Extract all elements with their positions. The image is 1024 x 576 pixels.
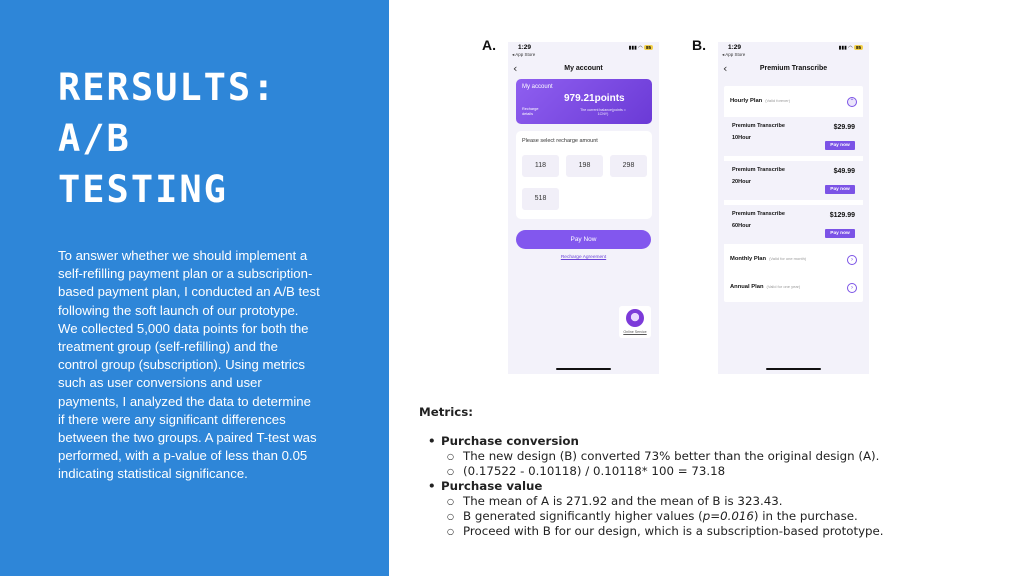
amount-option-118[interactable]: 118 [522,155,559,177]
pay-now-button[interactable]: Pay now [825,141,855,150]
hourly-plan-label: Hourly Plan [730,98,763,104]
annual-plan-validity: (Valid for one year) [766,284,801,289]
plan-list [724,86,863,302]
hourly-plan-header[interactable] [730,98,790,104]
chevron-right-icon[interactable]: › [847,255,857,265]
tier-price: $129.99 [829,212,855,219]
metric-sublist [441,449,1009,479]
pay-now-button[interactable]: Pay Now [516,230,651,249]
purchase-value-title: Purchase value [441,479,543,493]
conversion-finding: ○ The new design (B) converted 73% better than the original design (A). [463,449,1009,464]
metric-sublist [441,494,1009,539]
phone-b-letter: B. [692,37,706,53]
tier-row [724,161,863,200]
home-indicator [766,368,821,371]
pay-now-button[interactable]: Pay now [825,229,855,238]
metrics-list [419,434,1009,539]
recharge-details-link[interactable]: Recharge details [522,107,539,116]
chevron-left-icon[interactable]: ‹ [723,62,728,75]
amount-option-198[interactable]: 198 [566,155,603,177]
value-means: ○ The mean of A is 271.92 and the mean of B is 323.43. [463,494,1009,509]
amount-option-298[interactable]: 298 [610,155,647,177]
recharge-amount-panel [516,131,652,219]
status-bar [718,42,869,60]
status-icons [839,45,863,51]
tier-name: Premium Transcribe [732,211,785,217]
tier-price: $49.99 [833,168,855,175]
amount-option-518[interactable]: 518 [522,188,559,210]
home-indicator [556,368,611,371]
monthly-plan-label: Monthly Plan [730,256,767,262]
p-value: p=0.016 [702,509,754,523]
tier-price: $29.99 [833,124,855,131]
hourly-plan-validity: (Valid forever) [765,98,791,103]
title-line-3: TESTING [58,168,228,211]
nav-title: Premium Transcribe [759,65,828,72]
metric-item [419,434,1009,479]
value-recommendation: ○ Proceed with B for our design, which is a subscription-based prototype. [463,524,1009,539]
online-service-button[interactable] [619,306,651,338]
chevron-left-icon[interactable]: ‹ [513,62,518,75]
recharge-agreement-link[interactable]: Recharge Agreement [560,255,607,260]
account-card [516,79,652,124]
annual-plan-header[interactable] [730,284,800,290]
status-bar [508,42,659,60]
back-to-app-store-link[interactable]: ◂ App Store [722,52,746,57]
purchase-conversion-title: Purchase conversion [441,434,579,448]
status-icons [629,45,653,51]
back-to-app-store-link[interactable]: ◂ App Store [512,52,536,57]
phone-b-screenshot [718,42,869,374]
tier-hours: 60Hour [732,223,751,229]
tier-name: Premium Transcribe [732,123,785,129]
intro-paragraph: To answer whether we should implement a self-refilling payment plan or a subscription-based payment plan, I conducted an A/B test following the soft launch of our prototype. We collected 5,000 data points for both the treatment group (self-refilling) and the control group (subscription). Using metrics such as user conversions and user payments, I analyzed the data to determine if there were any significant differences between the two groups. A paired T-test was performed, with a p-value of less than 0.05 indicating statistical significance. [58,248,320,482]
support-agent-icon [626,309,644,327]
tier-row [724,205,863,244]
metric-item [419,479,1009,539]
tier-hours: 20Hour [732,179,751,185]
phone-a-screenshot [508,42,659,374]
battery-icon: 85 [645,45,651,50]
signal-icon: ▮▮▮ [628,45,637,51]
tier-name: Premium Transcribe [732,167,785,173]
left-panel [0,0,389,576]
title-line-2: A/B [58,117,131,160]
monthly-plan-validity: (Valid for one month) [769,256,807,261]
phone-a-letter: A. [482,37,496,53]
chevron-right-icon[interactable]: › [847,283,857,293]
nav-bar [718,62,869,78]
tier-hours: 10Hour [732,135,751,141]
recharge-label: Please select recharge amount [522,138,598,144]
metrics-heading: Metrics: [419,405,473,419]
points-balance: 979.21points [564,93,625,104]
conversion-formula: ○ (0.17522 - 0.10118) / 0.10118* 100 = 73.18 [463,464,1009,479]
tier-row [724,117,863,156]
nav-bar [508,62,659,78]
online-service-label: Online Service [623,330,647,334]
value-significance-post: ) in the purchase. [753,509,858,523]
metrics-section [419,405,1009,539]
pay-now-button[interactable]: Pay now [825,185,855,194]
title-line-1: RERSULTS: [58,66,277,109]
value-significance [463,509,1009,524]
battery-icon: 85 [855,45,861,50]
slide-title [58,62,378,215]
annual-plan-label: Annual Plan [730,284,764,290]
wifi-icon: ◠ [638,45,643,51]
status-time: 1:29 [518,44,532,51]
signal-icon: ▮▮▮ [838,45,847,51]
chevron-up-icon[interactable]: ⌃ [847,97,857,107]
nav-title: My account [564,65,603,72]
monthly-plan-header[interactable] [730,256,806,262]
status-time: 1:29 [728,44,742,51]
balance-note: The current balance(points = 1CNY) [580,108,626,117]
value-significance-pre: B generated significantly higher values ( [463,509,703,523]
wifi-icon: ◠ [848,45,853,51]
account-label: My account [522,84,553,90]
